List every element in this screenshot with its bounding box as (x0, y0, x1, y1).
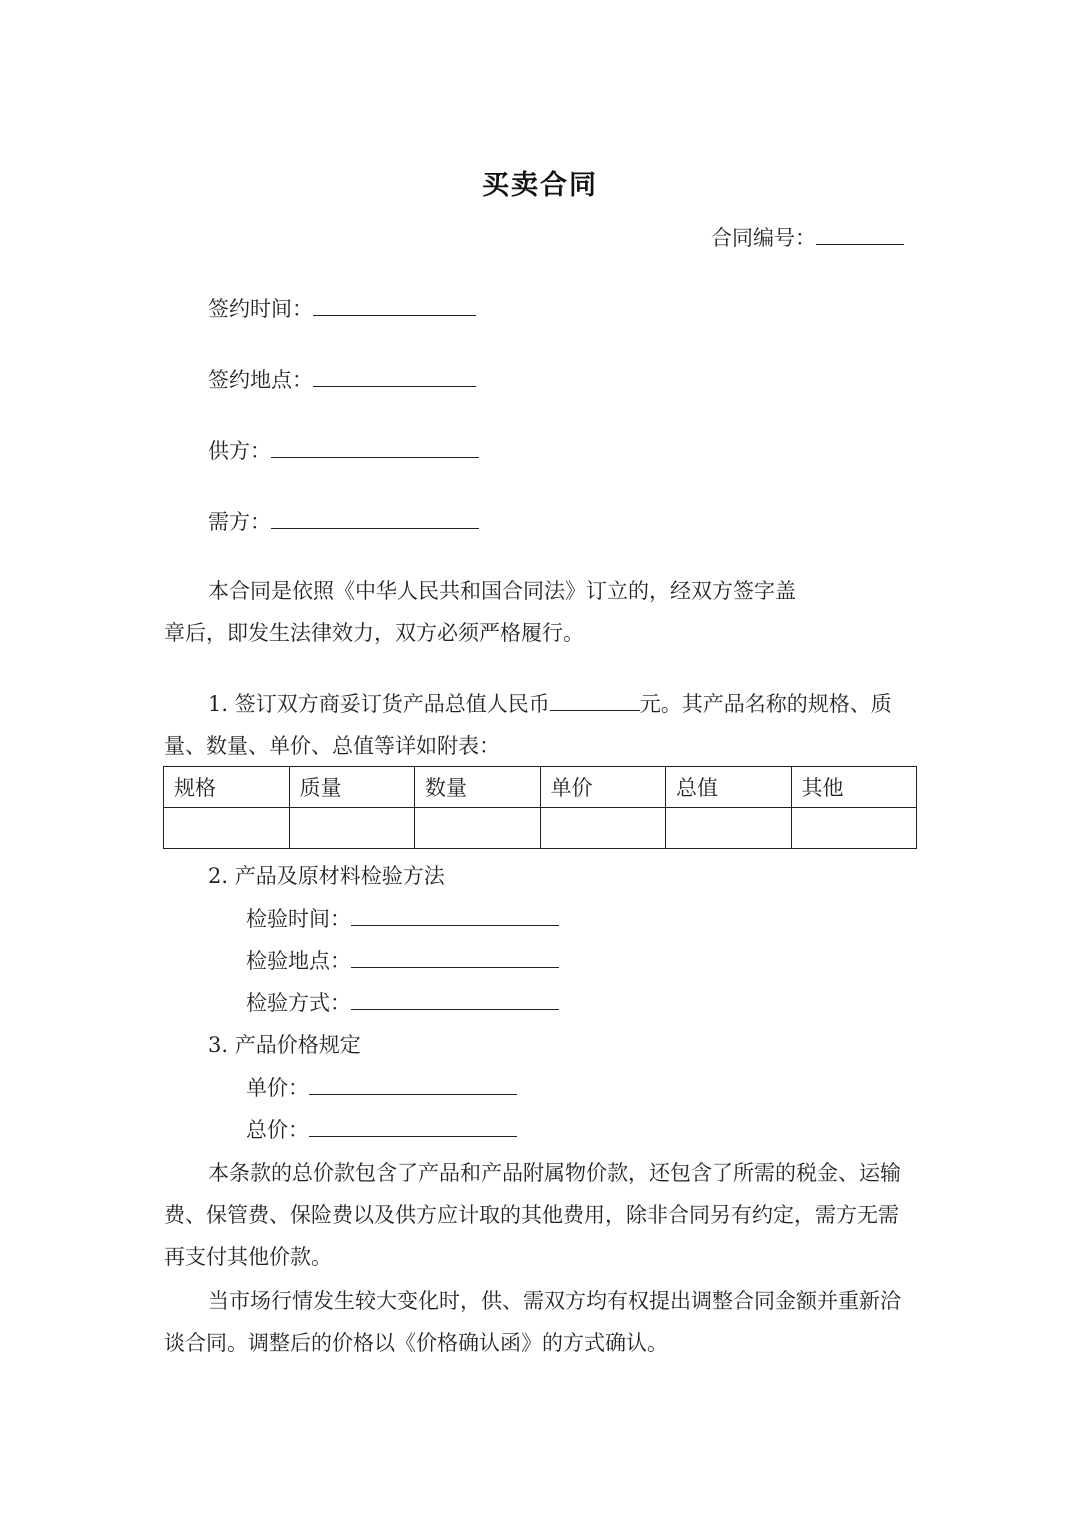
table-cell[interactable] (666, 808, 792, 849)
clause-1-prefix: 1. 签订双方商妥订货产品总值人民币 (208, 692, 550, 716)
table-header-cell: 单价 (540, 767, 666, 808)
adjust-paragraph-line-1: 当市场行情发生较大变化时，供、需双方均有权提出调整合同金额并重新洽 (208, 1289, 901, 1313)
clause-2-heading: 2. 产品及原材料检验方法 (208, 864, 445, 888)
supplier-row (208, 437, 479, 464)
total-price-field[interactable] (309, 1116, 517, 1137)
table-header-cell: 其他 (791, 767, 917, 808)
price-paragraph-line-3: 再支付其他价款。 (164, 1245, 332, 1269)
table-cell[interactable] (791, 808, 917, 849)
sign-time-label: 签约时间： (208, 297, 313, 321)
clause-3-heading: 3. 产品价格规定 (208, 1033, 361, 1057)
inspect-time-row (246, 905, 559, 932)
document-title: 买卖合同 (482, 170, 598, 201)
price-paragraph-line-2: 费、保管费、保险费以及供方应计取的其他费用，除非合同另有约定，需方无需 (164, 1203, 899, 1227)
table-cell[interactable] (415, 808, 541, 849)
buyer-label: 需方： (208, 510, 271, 534)
table-header-cell: 数量 (415, 767, 541, 808)
total-price-row (246, 1116, 517, 1143)
total-value-field[interactable] (550, 690, 640, 711)
unit-price-field[interactable] (309, 1074, 517, 1095)
inspect-time-label: 检验时间： (246, 907, 351, 931)
price-paragraph-line-1: 本条款的总价款包含了产品和产品附属物价款，还包含了所需的税金、运输 (208, 1161, 901, 1185)
inspect-method-row (246, 989, 559, 1016)
total-price-label: 总价： (246, 1118, 309, 1142)
inspect-place-label: 检验地点： (246, 949, 351, 973)
table-cell[interactable] (289, 808, 415, 849)
clause-1-line-1 (208, 690, 892, 717)
unit-price-label: 单价： (246, 1076, 309, 1100)
inspect-place-field[interactable] (351, 947, 559, 968)
intro-line-1: 本合同是依照《中华人民共和国合同法》订立的，经双方签字盖 (208, 579, 796, 603)
inspect-method-field[interactable] (351, 989, 559, 1010)
table-row (164, 808, 917, 849)
sign-time-row (208, 295, 476, 322)
inspect-time-field[interactable] (351, 905, 559, 926)
inspect-method-label: 检验方式： (246, 991, 351, 1015)
buyer-field[interactable] (271, 508, 479, 529)
adjust-paragraph-line-2: 谈合同。调整后的价格以《价格确认函》的方式确认。 (164, 1331, 668, 1355)
table-cell[interactable] (540, 808, 666, 849)
sign-time-field[interactable] (313, 295, 476, 316)
supplier-label: 供方： (208, 439, 271, 463)
contract-number-field[interactable] (816, 224, 904, 245)
table-header-cell: 总值 (666, 767, 792, 808)
contract-number-row (711, 224, 904, 251)
clause-1-suffix: 元。其产品名称的规格、质 (639, 692, 892, 716)
clause-1-line-2: 量、数量、单价、总值等详如附表： (164, 734, 500, 758)
table-header-cell: 质量 (289, 767, 415, 808)
inspect-place-row (246, 947, 559, 974)
table-header-cell: 规格 (164, 767, 290, 808)
buyer-row (208, 508, 479, 535)
table-cell[interactable] (164, 808, 290, 849)
product-spec-table (163, 766, 917, 849)
supplier-field[interactable] (271, 437, 479, 458)
table-header-row (164, 767, 917, 808)
sign-place-row (208, 366, 476, 393)
intro-line-2: 章后，即发生法律效力，双方必须严格履行。 (164, 621, 584, 645)
sign-place-label: 签约地点： (208, 368, 313, 392)
sign-place-field[interactable] (313, 366, 476, 387)
unit-price-row (246, 1074, 517, 1101)
contract-number-label: 合同编号： (711, 226, 816, 250)
